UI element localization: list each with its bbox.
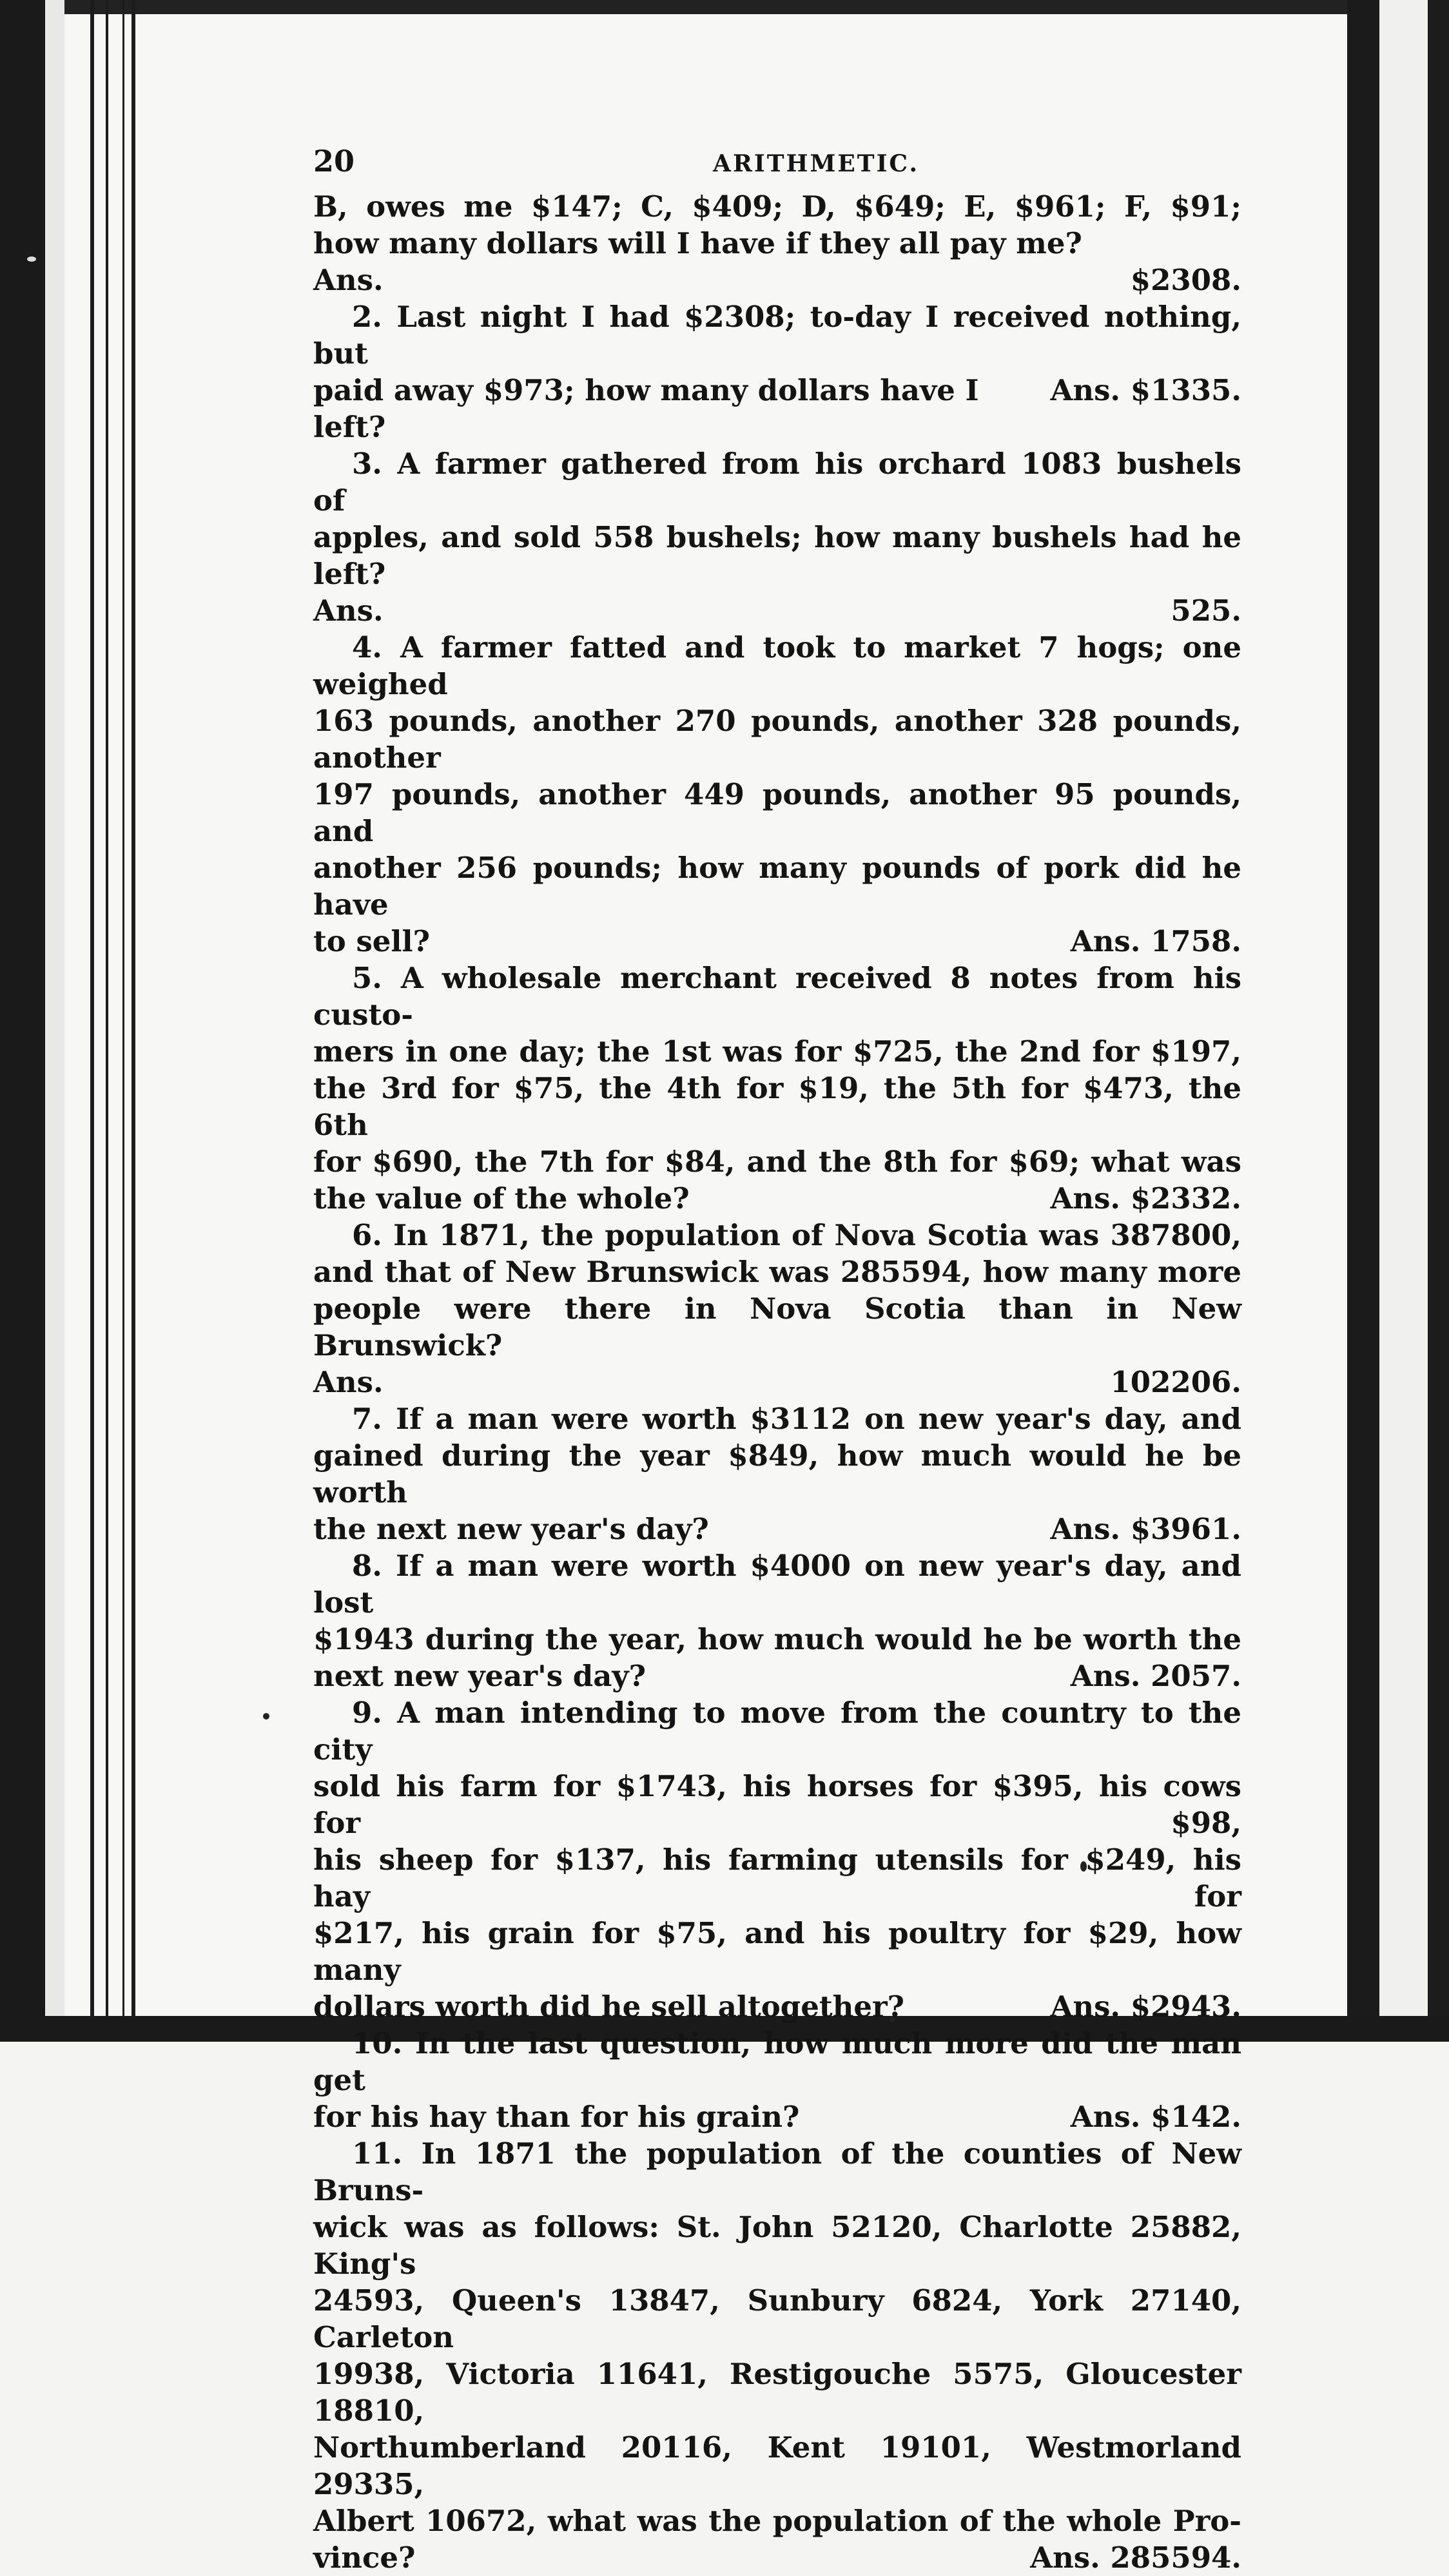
problem-line: 6. In 1871, the population of Nova Scotia was 387800, (352, 1218, 1241, 1252)
problem-line: 9. A man intending to move from the country to the city (313, 1696, 1241, 1767)
problem-line: how many dollars will I have if they all pay me? (313, 226, 1082, 260)
problem-line: Northumberland 20116, Kent 19101, Westmorland 29335, (313, 2430, 1241, 2501)
binding-rule (122, 0, 124, 2042)
problem-line: another 256 pounds; how many pounds of pork did he have (313, 851, 1241, 922)
answer: Ans. $2308. (313, 263, 1241, 297)
problem-text: for his hay than for his grain? (313, 2100, 800, 2134)
binding-rule (90, 0, 94, 2042)
problem-line: Albert 10672, what was the population of the whole Pro- (313, 2504, 1241, 2538)
problem (313, 2025, 1241, 2135)
problem (313, 298, 1241, 445)
running-head (313, 143, 1241, 188)
scan-top-border (0, 0, 1449, 14)
answer: Ans. $3961. (1050, 1512, 1241, 1546)
problem-line: 163 pounds, another 270 pounds, another 328 pounds, another (313, 704, 1241, 775)
problem-line: for $690, the 7th for $84, and the 8th for $69; what was (313, 1145, 1241, 1179)
problem-line: 4. A farmer fatted and took to market 7 hogs; one weighed (313, 630, 1241, 701)
problem-line (313, 923, 1241, 960)
scan-left-border (0, 0, 45, 2042)
problem-line: wick was as follows: St. John 52120, Charlotte 25882, King's (313, 2210, 1241, 2281)
problem (313, 1217, 1241, 1400)
page-body (313, 143, 1241, 2576)
problem-line (313, 372, 1241, 445)
problem-line: people were there in Nova Scotia than in New Brunswick? (313, 1292, 1241, 1362)
binding-rule (131, 0, 135, 2042)
problem (313, 188, 1241, 298)
problem-line: 5. A wholesale merchant received 8 notes from his custo- (313, 961, 1241, 1032)
problem-line: apples, and sold 558 bushels; how many bushels had he left? (313, 520, 1241, 591)
problem-line: mers in one day; the 1st was for $725, the 2nd for $197, (313, 1034, 1241, 1069)
problem (313, 1400, 1241, 1547)
page-number: 20 (313, 144, 355, 179)
problem-line: 24593, Queen's 13847, Sunbury 6824, York 27140, Carleton (313, 2283, 1241, 2354)
problem-list (313, 188, 1241, 2576)
problem-line: $1943 during the year, how much would he be worth the (313, 1622, 1241, 1656)
problem-line: 11. In 1871 the population of the counties of New Bruns- (313, 2136, 1241, 2207)
answer: Ans. $2332. (1050, 1181, 1241, 1215)
problem-text: paid away $973; how many dollars have I left? (313, 373, 979, 444)
problem (313, 1547, 1241, 1694)
problem-line (313, 1988, 1241, 2025)
problem-line (313, 1658, 1241, 1694)
scan-right-border (1428, 0, 1449, 2042)
problem-line: 10. In the last question, how much more did the man get (313, 2026, 1241, 2097)
problem-line: sold his farm for $1743, his horses for $395, his cows for $98, (313, 1769, 1241, 1840)
problem-line: 19938, Victoria 11641, Restigouche 5575, Gloucester 18810, (313, 2357, 1241, 2428)
answer: Ans. $1335. (1050, 373, 1241, 407)
problem-line: 8. If a man were worth $4000 on new year's day, and lost (313, 1549, 1241, 1620)
problem-text: vince? (313, 2541, 416, 2575)
binding-rule (106, 0, 108, 2042)
problem-text: the next new year's day? (313, 1512, 709, 1546)
answer: Ans. 102206. (313, 1365, 1241, 1399)
answer: Ans. 1758. (1070, 924, 1241, 958)
problem-text: to sell? (313, 924, 430, 958)
scan-right-spine (1347, 0, 1379, 2042)
running-head-title: ARITHMETIC. (713, 150, 919, 177)
scan-speck (263, 1713, 269, 1719)
answer: Ans. 525. (313, 594, 1241, 628)
problem-line (313, 2098, 1241, 2135)
problem-line: and that of New Brunswick was 285594, how many more (313, 1255, 1241, 1289)
problem-line: his sheep for $137, his farming utensils for $249, his hay for (313, 1843, 1241, 1913)
problem-text: next new year's day? (313, 1659, 646, 1693)
problem-line: the 3rd for $75, the 4th for $19, the 5th for $473, the 6th (313, 1071, 1241, 1142)
problem-line: 197 pounds, another 449 pounds, another 95 pounds, and (313, 777, 1241, 848)
answer: Ans. $2943. (1050, 1990, 1241, 2024)
problem (313, 445, 1241, 629)
problem-line: $217, his grain for $75, and his poultry for $29, how many (313, 1916, 1241, 1987)
problem-line: 2. Last night I had $2308; to-day I received nothing, but (313, 300, 1241, 371)
scan-left-margin (45, 0, 64, 2042)
problem-line (313, 2539, 1241, 2576)
problem-line (313, 1180, 1241, 1217)
problem-text: the value of the whole? (313, 1181, 690, 1215)
problem (313, 629, 1241, 960)
problem (313, 1694, 1241, 2025)
problem (313, 960, 1241, 1217)
problem-line: 3. A farmer gathered from his orchard 1083 bushels of (313, 447, 1241, 518)
problem-line: 7. If a man were worth $3112 on new year's day, and (352, 1402, 1241, 1436)
problem-line: B, owes me $147; C, $409; D, $649; E, $961; F, $91; (313, 189, 1241, 224)
answer: Ans. 285594. (1030, 2541, 1241, 2575)
problem-line (313, 1511, 1241, 1547)
scan-speck (27, 257, 36, 262)
problem-line: gained during the year $849, how much would he be worth (313, 1438, 1241, 1509)
answer: Ans. 2057. (1070, 1659, 1241, 1693)
problem (313, 2135, 1241, 2576)
problem-text: dollars worth did he sell altogether? (313, 1990, 905, 2024)
answer: Ans. $142. (1070, 2100, 1241, 2134)
